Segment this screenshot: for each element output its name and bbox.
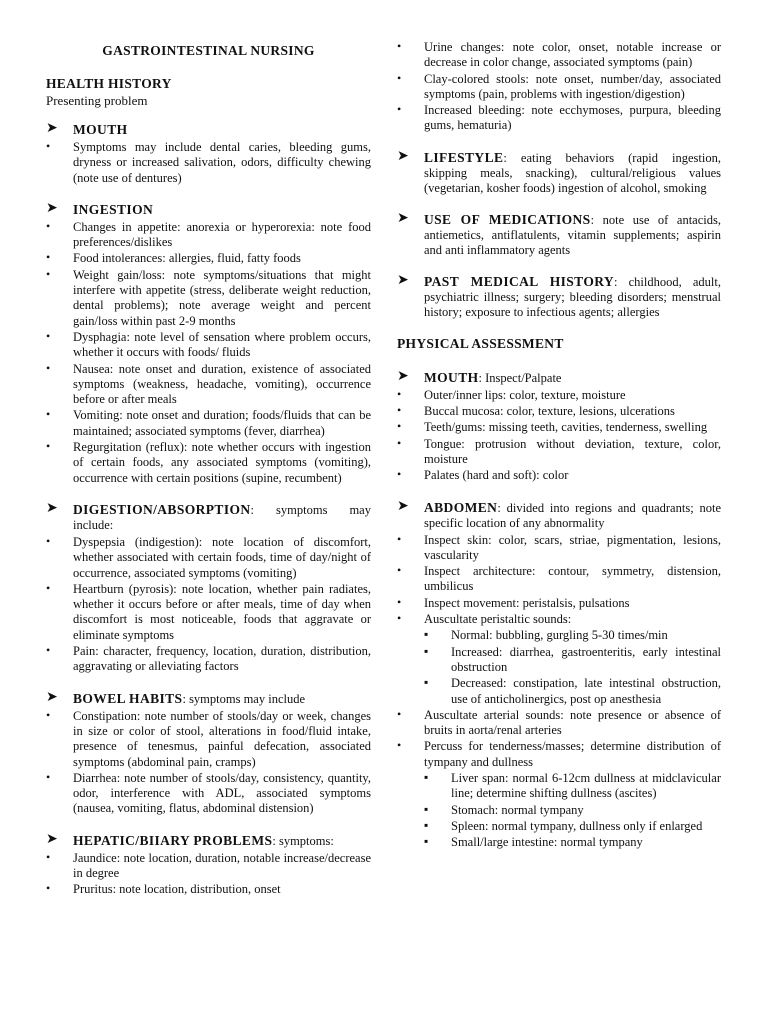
abdomen-items [397, 533, 721, 628]
dot-bullet-icon: • [397, 39, 402, 53]
list-item-text: Heartburn (pyrosis): note location, whether pain radiates, whether it occurs before or after meals, time of day when discomfort is most noticeable, foods that aggravate or eliminate symptoms [73, 581, 371, 642]
percussion-items [397, 771, 721, 850]
sub-list-item [397, 819, 721, 834]
section-intro: : divided into regions and quadrants; note specific location of any abnormality [424, 500, 721, 530]
list-item-text: Teeth/gums: missing teeth, cavities, tenderness, swelling [424, 420, 708, 435]
list-item-text: Outer/inner lips: color, texture, moisture [424, 387, 626, 402]
right-column [397, 40, 721, 867]
list-item [46, 251, 371, 266]
square-bullet-icon: ▪ [424, 627, 429, 642]
pa-section-mouth [397, 370, 721, 484]
section-intro: : childhood, adult, psychiatric illness; surgery; bleeding disorders; menstrual history; exposure to infectious agents; allergies [424, 274, 721, 319]
list-item [397, 420, 721, 435]
section-lifestyle [397, 150, 721, 196]
list-item [397, 468, 721, 483]
physical-assessment-heading: PHYSICAL ASSESSMENT [397, 335, 564, 351]
dot-bullet-icon: • [46, 139, 51, 153]
arrow-bullet-icon: ➤ [46, 689, 58, 705]
section-heading [46, 691, 371, 707]
list-item-text: Pruritus: note location, distribution, onset [73, 882, 281, 897]
list-item-text: Decreased: constipation, late intestinal obstruction, use of anticholinergics, post op anesthesia [451, 676, 721, 706]
history-sections-continued [397, 150, 721, 320]
list-item-text: Nausea: note onset and duration, existence of associated symptoms (weakness, headache, vomiting), occurrence before or after meals [73, 361, 371, 407]
section-intro: : symptoms may include [182, 691, 306, 706]
list-item-text: Constipation: note number of stools/day or week, changes in size or color of stool, alterations in food/fluid intake, presence of tenesmus, painful defecation, associated symptoms (abdominal pain, cramps) [73, 708, 371, 769]
dot-bullet-icon: • [46, 250, 51, 265]
square-bullet-icon: ▪ [424, 643, 429, 658]
dot-bullet-icon: • [46, 643, 51, 658]
arrow-bullet-icon: ➤ [46, 831, 58, 847]
section-name: MOUTH [73, 122, 128, 137]
pa-mouth-items [397, 388, 721, 484]
dot-bullet-icon: • [397, 706, 402, 721]
square-bullet-icon: ▪ [424, 834, 429, 849]
dot-bullet-icon: • [46, 360, 51, 375]
list-item-text: Weight gain/loss: note symptoms/situations that might interfere with appetite (stress, deliberate weight reduction, dental problems); note average weight and percent gain/loss within past 2-9 months [73, 267, 371, 328]
list-item-text: Auscultate peristaltic sounds: [424, 612, 572, 627]
list-item [46, 140, 371, 186]
list-item-text: Palates (hard and soft): color [424, 468, 569, 483]
section-heading [46, 833, 371, 849]
list-item [46, 709, 371, 770]
list-item [397, 564, 721, 595]
list-item [46, 771, 371, 817]
square-bullet-icon: ▪ [424, 675, 429, 690]
dot-bullet-icon: • [46, 881, 51, 896]
continued-symptom-list [397, 40, 721, 134]
section-heading [46, 502, 371, 533]
abdomen-items-continued [397, 708, 721, 770]
section-hepatic-biiary-problems [46, 833, 371, 898]
list-item-text: Vomiting: note onset and duration; foods/fluids that can be maintained; associated symptoms (fever, diarrhea) [73, 408, 371, 438]
list-item-text: Inspect movement: peristalsis, pulsations [424, 595, 630, 610]
dot-bullet-icon: • [397, 467, 402, 482]
list-item-text: Tongue: protrusion without deviation, texture, color, moisture [424, 436, 721, 466]
arrow-bullet-icon: ➤ [397, 272, 409, 288]
peristaltic-sound-items [397, 628, 721, 706]
section-name: DIGESTION/ABSORPTION [73, 501, 251, 517]
arrow-bullet-icon: ➤ [46, 121, 58, 136]
section-intro: : symptoms: [272, 833, 334, 848]
section-use-of-medications [397, 212, 721, 258]
list-item-text: Changes in appetite: anorexia or hyperorexia: note food preferences/dislikes [73, 219, 371, 250]
list-item-text: Auscultate arterial sounds: note presence or absence of bruits in aorta/renal arteries [424, 707, 721, 738]
list-item-text: Normal: bubbling, gurgling 5-30 times/min [451, 628, 668, 643]
list-item [46, 330, 371, 361]
list-item [46, 851, 371, 882]
list-item-text: Urine changes: note color, onset, notable increase or decrease in color change, associated symptoms (pain) [424, 40, 721, 70]
dot-bullet-icon: • [397, 531, 402, 546]
dot-bullet-icon: • [46, 328, 51, 343]
section-name: LIFESTYLE [424, 149, 504, 165]
sub-list-item [397, 771, 721, 802]
dot-bullet-icon: • [46, 580, 51, 595]
dot-bullet-icon: • [397, 102, 402, 117]
list-item [46, 535, 371, 581]
dot-bullet-icon: • [46, 849, 51, 864]
list-item-text: Stomach: normal tympany [451, 802, 584, 817]
list-item-text: Pain: character, frequency, location, duration, distribution, aggravating or alleviating factors [73, 644, 371, 674]
list-item-text: Clay-colored stools: note onset, number/day, associated symptoms (pain, problems with ingestion/digestion) [424, 71, 721, 101]
section-items [46, 709, 371, 817]
arrow-bullet-icon: ➤ [46, 500, 58, 516]
list-item [397, 103, 721, 134]
health-history-heading: HEALTH HISTORY [46, 76, 172, 91]
section-heading [397, 212, 721, 258]
section-heading [397, 370, 721, 386]
list-item [46, 408, 371, 439]
section-items [46, 851, 371, 898]
list-item [46, 582, 371, 643]
arrow-bullet-icon: ➤ [397, 368, 409, 384]
dot-bullet-icon: • [397, 611, 402, 626]
list-item [46, 268, 371, 329]
list-item [397, 612, 721, 627]
section-name: MOUTH [424, 369, 479, 385]
list-item [397, 596, 721, 611]
left-column [46, 40, 371, 914]
section-mouth [46, 122, 371, 186]
list-item-text: Diarrhea: note number of stools/day, consistency, quantity, odor, interference with ADL, associated symptoms (nausea, vomiting, flatus, abdominal distension) [73, 770, 371, 816]
list-item [397, 437, 721, 468]
presenting-problem-subheading: Presenting problem [46, 93, 148, 108]
dot-bullet-icon: • [46, 707, 51, 722]
sub-list-item [397, 628, 721, 643]
section-heading [46, 202, 371, 218]
dot-bullet-icon: • [397, 419, 402, 434]
health-history-sections [46, 122, 371, 898]
arrow-bullet-icon: ➤ [397, 148, 409, 164]
dot-bullet-icon: • [397, 738, 402, 753]
square-bullet-icon: ▪ [424, 817, 429, 832]
section-name: INGESTION [73, 201, 154, 217]
list-item [46, 882, 371, 897]
list-item [46, 220, 371, 251]
dot-bullet-icon: • [46, 218, 51, 233]
list-item [397, 404, 721, 419]
list-item-text: Increased bleeding: note ecchymoses, purpura, bleeding gums, hematuria) [424, 103, 721, 133]
dot-bullet-icon: • [46, 533, 51, 548]
pa-section-abdomen [397, 500, 721, 851]
list-item [46, 644, 371, 675]
dot-bullet-icon: • [46, 407, 51, 422]
section-heading [397, 150, 721, 196]
section-intro: : note use of antacids, antiemetics, antiflatulents, vitamin supplements; aspirin and anti inflammatory agents [424, 212, 721, 257]
square-bullet-icon: ▪ [424, 801, 429, 816]
list-item [397, 72, 721, 103]
section-past-medical-history [397, 274, 721, 320]
arrow-bullet-icon: ➤ [397, 210, 409, 226]
dot-bullet-icon: • [397, 386, 402, 401]
list-item-text: Jaundice: note location, duration, notable increase/decrease in degree [73, 850, 371, 880]
section-name: BOWEL HABITS [73, 690, 183, 706]
list-item-text: Regurgitation (reflux): note whether occurs with ingestion of certain foods, any associated symptoms (vomiting), occurrence with certain positions (supine, recumbent) [73, 440, 371, 485]
list-item [397, 388, 721, 403]
section-intro: : symptoms may include: [73, 502, 371, 532]
list-item [397, 739, 721, 770]
list-item-text: Small/large intestine: normal tympany [451, 835, 643, 850]
list-item-text: Spleen: normal tympany, dullness only if enlarged [451, 818, 703, 833]
section-intro: : eating behaviors (rapid ingestion, skipping meals, snacking), cultural/religious values (vegetarian, kosher foods) ingestion of alcohol, smoking [424, 150, 721, 195]
list-item-text: Inspect architecture: contour, symmetry, distension, umbilicus [424, 564, 721, 594]
section-bowel-habits [46, 691, 371, 817]
section-ingestion [46, 202, 371, 486]
list-item-text: Liver span: normal 6-12cm dullness at midclavicular line; determine shifting dullness (ascites) [451, 771, 721, 801]
list-item-text: Increased: diarrhea, gastroenteritis, early intestinal obstruction [451, 644, 721, 674]
section-intro: : Inspect/Palpate [478, 370, 562, 385]
list-item [46, 440, 371, 486]
list-item [46, 362, 371, 408]
square-bullet-icon: ▪ [424, 770, 429, 785]
section-heading [46, 122, 371, 138]
sub-list-item [397, 803, 721, 818]
list-item-text: Food intolerances: allergies, fluid, fatty foods [73, 251, 301, 266]
section-heading [397, 274, 721, 320]
list-item [397, 40, 721, 71]
document-title: GASTROINTESTINAL NURSING [102, 43, 315, 58]
dot-bullet-icon: • [397, 563, 402, 578]
section-name: USE OF MEDICATIONS [424, 211, 591, 227]
list-item-text: Symptoms may include dental caries, bleeding gums, dryness or increased salivation, odors, difficulty chewing (note use of dentures) [73, 140, 371, 185]
list-item-text: Percuss for tenderness/masses; determine distribution of tympany and dullness [424, 739, 721, 769]
list-item-text: Inspect skin: color, scars, striae, pigmentation, lesions, vascularity [424, 532, 721, 562]
section-name: PAST MEDICAL HISTORY [424, 273, 615, 289]
dot-bullet-icon: • [46, 439, 51, 454]
section-items [46, 140, 371, 186]
list-item-text: Dyspepsia (indigestion): note location of discomfort, whether associated with certain foods, time of day/night of occurrence, associated symptoms (vomiting) [73, 534, 371, 580]
section-name: ABDOMEN [424, 499, 498, 515]
sub-list-item [397, 835, 721, 850]
list-item-text: Buccal mucosa: color, texture, lesions, ulcerations [424, 404, 675, 419]
section-name: HEPATIC/BIIARY PROBLEMS [73, 832, 273, 848]
sub-list-item [397, 676, 721, 707]
section-items [46, 220, 371, 486]
list-item [397, 533, 721, 564]
dot-bullet-icon: • [397, 403, 402, 418]
section-heading [397, 500, 721, 531]
dot-bullet-icon: • [397, 435, 402, 450]
list-item-text: Dysphagia: note level of sensation where problem occurs, whether it occurs with foods/ fluids [73, 329, 371, 360]
dot-bullet-icon: • [46, 266, 51, 281]
arrow-bullet-icon: ➤ [397, 498, 409, 514]
dot-bullet-icon: • [46, 769, 51, 784]
arrow-bullet-icon: ➤ [46, 200, 58, 216]
sub-list-item [397, 645, 721, 676]
dot-bullet-icon: • [397, 594, 402, 609]
section-items [46, 535, 371, 675]
list-item [397, 708, 721, 739]
section-digestion-absorption [46, 502, 371, 675]
dot-bullet-icon: • [397, 70, 402, 85]
